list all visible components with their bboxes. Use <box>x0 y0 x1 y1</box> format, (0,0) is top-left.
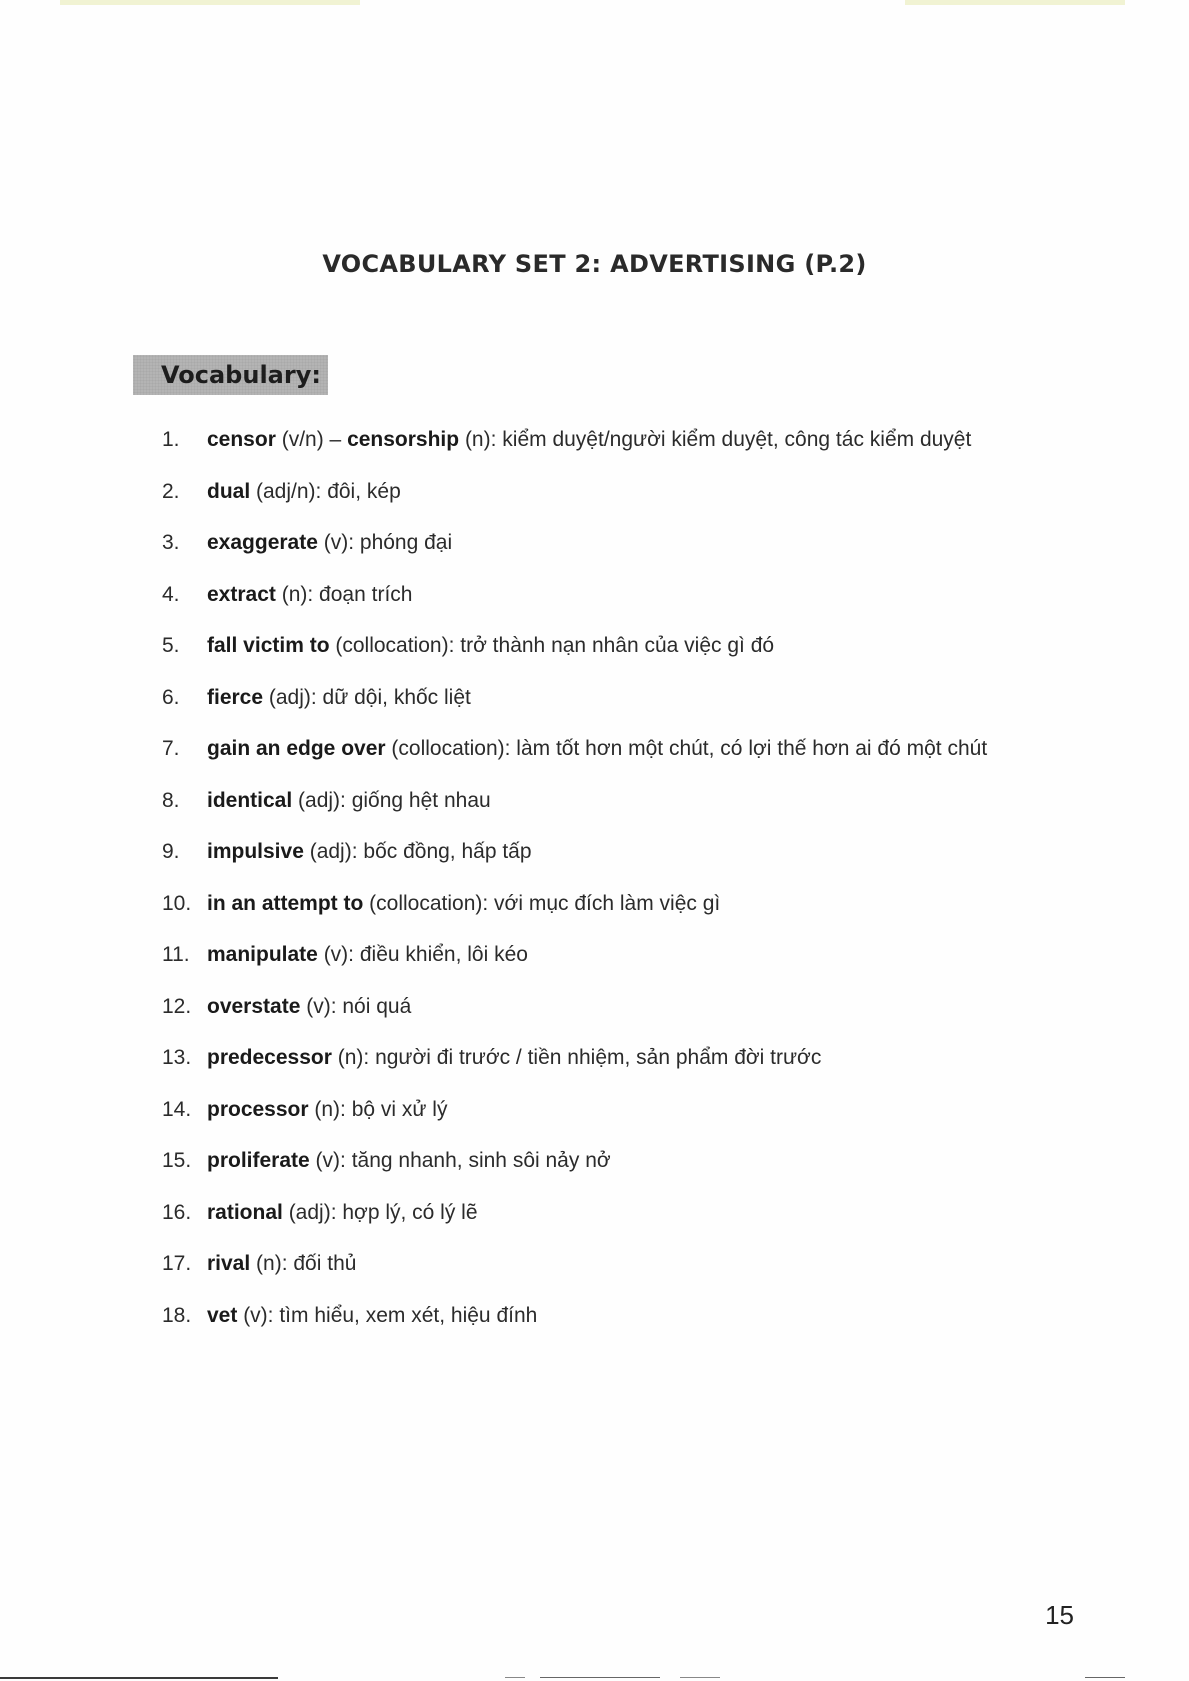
vocab-definition: (v): điều khiển, lôi kéo <box>317 943 528 966</box>
top-edge-tint <box>905 0 1125 5</box>
vocab-item <box>0 775 1189 827</box>
vocab-term: overstate <box>207 994 301 1018</box>
vocab-definition: (v): tìm hiểu, xem xét, hiệu đính <box>237 1303 538 1327</box>
vocab-term: censorship <box>347 428 460 451</box>
vocab-term: processor <box>207 1097 309 1121</box>
vocab-item <box>0 672 1189 724</box>
vocab-entry <box>207 1032 821 1084</box>
vocab-number: 12. <box>162 994 192 1018</box>
vocab-term: fall victim to <box>207 634 330 657</box>
vocab-entry <box>207 878 720 930</box>
vocab-definition: (adj): hợp lý, có lý lẽ <box>282 1200 478 1224</box>
vocab-number: 18. <box>162 1303 192 1327</box>
vocab-definition: (v): nói quá <box>300 994 412 1018</box>
vocab-item <box>0 466 1189 518</box>
vocab-term: gain an edge over <box>207 737 386 760</box>
bottom-edge-line <box>1085 1677 1125 1678</box>
vocab-term: vet <box>207 1303 238 1327</box>
vocab-number: 17. <box>162 1252 192 1275</box>
vocab-item <box>0 723 1189 775</box>
vocab-entry <box>207 981 411 1033</box>
top-edge-tint <box>60 0 360 5</box>
vocab-term: rational <box>207 1200 283 1224</box>
vocab-term: rival <box>207 1252 251 1275</box>
vocab-item <box>0 1135 1189 1187</box>
vocab-definition: (v/n) – <box>275 428 348 451</box>
vocab-term: impulsive <box>207 840 304 863</box>
vocab-entry <box>207 723 987 775</box>
vocab-entry <box>207 929 528 981</box>
vocab-entry <box>207 517 452 569</box>
vocab-definition: (adj): bốc đồng, hấp tấp <box>303 840 532 863</box>
vocab-definition: (n): kiểm duyệt/người kiểm duyệt, công tác kiểm duyệt <box>459 428 972 451</box>
vocab-number: 5. <box>162 634 180 657</box>
vocab-number: 1. <box>162 428 180 451</box>
vocab-entry <box>207 1187 478 1239</box>
vocab-item <box>0 620 1189 672</box>
vocab-definition: (n): đoạn trích <box>275 582 413 606</box>
vocab-entry <box>207 1238 356 1290</box>
vocab-definition: (n): người đi trước / tiền nhiệm, sản phẩm đời trước <box>331 1046 822 1069</box>
vocab-definition: (collocation): với mục đích làm việc gì <box>363 891 721 915</box>
vocab-term: predecessor <box>207 1046 332 1069</box>
vocab-definition: (adj): dữ dội, khốc liệt <box>263 685 471 709</box>
vocab-item <box>0 981 1189 1033</box>
vocab-term: exaggerate <box>207 531 318 554</box>
vocab-item <box>0 1187 1189 1239</box>
vocab-definition: (v): tăng nhanh, sinh sôi nảy nở <box>309 1149 611 1172</box>
vocab-definition: (v): phóng đại <box>317 531 453 554</box>
vocab-term: identical <box>207 788 293 812</box>
section-label: Vocabulary: <box>133 355 328 395</box>
vocab-definition: (adj/n): đôi, kép <box>250 479 401 503</box>
vocab-entry <box>207 775 491 827</box>
vocab-entry <box>207 620 774 672</box>
vocab-number: 9. <box>162 840 180 863</box>
vocab-number: 11. <box>162 943 190 966</box>
vocab-item <box>0 1084 1189 1136</box>
vocab-definition: (collocation): trở thành nạn nhân của việc gì đó <box>329 634 775 657</box>
vocab-item <box>0 517 1189 569</box>
vocab-number: 15. <box>162 1149 192 1172</box>
vocab-item <box>0 929 1189 981</box>
bottom-edge-line <box>0 1677 278 1679</box>
vocab-number: 3. <box>162 531 180 554</box>
vocab-entry <box>207 569 412 621</box>
vocab-entry <box>207 1084 447 1136</box>
vocab-number: 7. <box>162 737 180 760</box>
vocabulary-list <box>0 414 1189 1341</box>
vocab-definition: (n): đối thủ <box>250 1252 357 1275</box>
vocab-item <box>0 569 1189 621</box>
vocab-item <box>0 826 1189 878</box>
vocab-number: 10. <box>162 891 192 915</box>
bottom-edge-line <box>540 1677 660 1678</box>
vocab-definition: (adj): giống hệt nhau <box>292 788 491 812</box>
vocab-term: censor <box>207 428 276 451</box>
vocab-entry <box>207 1290 537 1342</box>
vocab-number: 8. <box>162 788 180 812</box>
vocab-number: 6. <box>162 685 180 709</box>
vocab-item <box>0 1238 1189 1290</box>
vocab-definition: (collocation): làm tốt hơn một chút, có lợi thế hơn ai đó một chút <box>385 737 988 760</box>
page-number: 15 <box>1045 1600 1074 1630</box>
bottom-edge-line <box>505 1677 525 1678</box>
vocab-term: proliferate <box>207 1149 310 1172</box>
vocab-entry <box>207 414 971 466</box>
vocab-term: extract <box>207 582 276 606</box>
vocab-number: 4. <box>162 582 180 606</box>
vocab-term: dual <box>207 479 251 503</box>
vocab-entry <box>207 826 532 878</box>
page-title: VOCABULARY SET 2: ADVERTISING (P.2) <box>322 250 867 278</box>
vocab-number: 14. <box>162 1097 192 1121</box>
vocab-item <box>0 1290 1189 1342</box>
vocab-entry <box>207 672 471 724</box>
vocab-item <box>0 414 1189 466</box>
vocab-term: fierce <box>207 685 264 709</box>
bottom-edge-line <box>680 1677 720 1678</box>
vocab-number: 2. <box>162 479 180 503</box>
vocab-item <box>0 1032 1189 1084</box>
vocab-number: 13. <box>162 1046 192 1069</box>
vocab-term: in an attempt to <box>207 891 364 915</box>
vocab-number: 16. <box>162 1200 192 1224</box>
vocab-term: manipulate <box>207 943 318 966</box>
vocab-entry <box>207 1135 611 1187</box>
vocab-definition: (n): bộ vi xử lý <box>308 1097 448 1121</box>
vocab-item <box>0 878 1189 930</box>
vocab-entry <box>207 466 401 518</box>
